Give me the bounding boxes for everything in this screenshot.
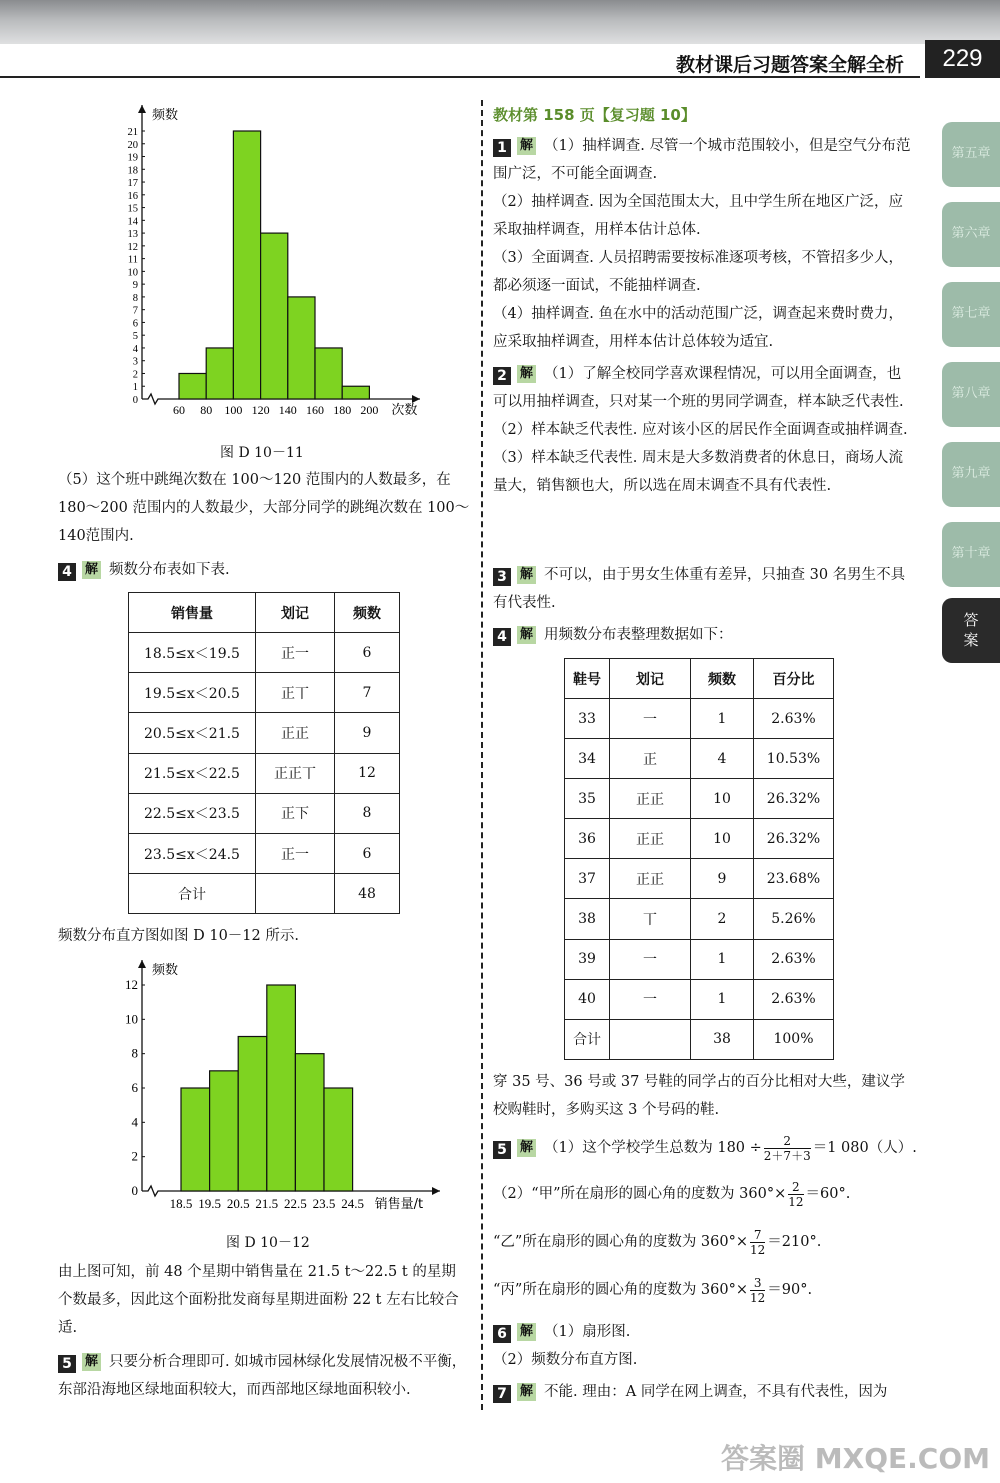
y-tick-label: 2: [131, 1148, 138, 1164]
question-text: 只要分析合理即可. 如城市园林绿化发展情况极不平衡，东部沿海地区绿地面积较大，而西部地区绿地面积较小.: [58, 1354, 467, 1398]
answer-4-intro: 用频数分布表整理数据如下：: [544, 627, 733, 643]
question-5-left: [58, 1348, 470, 1404]
answer-3: 不可以，由于男女生体重有差异，只抽查 30 名男生不具有代表性.: [493, 567, 906, 611]
x-tick-label: 24.5: [341, 1196, 364, 1211]
solution-badge: 解: [517, 137, 536, 155]
y-tick-label: 2: [132, 369, 138, 381]
y-axis-label: 频数: [152, 108, 179, 123]
question-4-left: [58, 556, 470, 584]
table-cell: 10: [691, 779, 754, 819]
table-cell: 18.5≤x＜19.5: [129, 633, 256, 673]
table-cell: 34: [565, 739, 610, 779]
table-cell: 10: [691, 819, 754, 859]
fraction: [750, 1228, 765, 1257]
fraction-numerator: 3: [750, 1276, 765, 1291]
table-cell: 26.32%: [754, 779, 834, 819]
side-tab-answers[interactable]: 答 案: [942, 598, 1000, 663]
x-tick-label: 120: [251, 403, 270, 417]
table-cell: 10.53%: [754, 739, 834, 779]
table-cell: 20.5≤x＜21.5: [129, 713, 256, 753]
side-tab-ch5[interactable]: 第五章: [942, 122, 1000, 187]
table-cell: 22.5≤x＜23.5: [129, 793, 256, 833]
table-cell: 100%: [754, 1019, 834, 1059]
section-title: 教材第 158 页【复习题 10】: [493, 106, 696, 124]
question-number: 5: [58, 1355, 76, 1373]
x-axis-label: 次数: [391, 403, 418, 418]
table-cell: 4: [691, 739, 754, 779]
y-tick-label: 17: [127, 178, 138, 190]
side-tab-ch7[interactable]: 第七章: [942, 282, 1000, 347]
answer-1-part-4: （4）抽样调查. 鱼在水中的活动范围广泛，调查起来费时费力，应采取抽样调查，用样本估计总体较为适宜.: [493, 306, 903, 350]
review-question-3: [493, 561, 913, 617]
solution-badge: 解: [517, 1323, 536, 1341]
table-row: [565, 979, 834, 1019]
x-tick-label: 19.5: [198, 1196, 221, 1211]
top-band: [0, 0, 1000, 44]
question-number: 6: [493, 1325, 511, 1343]
y-tick-label: 9: [132, 280, 138, 292]
table-cell: 38: [565, 899, 610, 939]
table-cell: 35: [565, 779, 610, 819]
solution-badge: 解: [517, 626, 536, 644]
solution-badge: 解: [82, 1353, 101, 1371]
y-tick-label: 16: [127, 190, 138, 202]
formula-text: ＝210°.: [767, 1234, 822, 1250]
table-row: [129, 793, 400, 833]
answer-1-part-2: （2）抽样调查. 因为全国范围太大，且中学生所在地区广泛，应采取抽样调查，用样本估计总体.: [493, 194, 903, 238]
x-tick-label: 20.5: [226, 1196, 250, 1211]
table-cell: 37: [565, 859, 610, 899]
y-tick-label: 1: [132, 382, 138, 394]
table-cell: 正下: [256, 793, 335, 833]
table-cell: 7: [335, 673, 400, 713]
table-row: [565, 1019, 834, 1059]
table-row: [565, 939, 834, 979]
page-number: 229: [925, 40, 1000, 78]
table-cell: 正正: [610, 859, 691, 899]
table-cell: 36: [565, 819, 610, 859]
table-cell: 正正: [610, 819, 691, 859]
x-tick-label: 22.5: [284, 1196, 307, 1211]
question-number: 7: [493, 1385, 511, 1403]
side-tab-ch6[interactable]: 第六章: [942, 202, 1000, 267]
formula-text: “丙”所在扇形的圆心角的度数为 360°×: [493, 1282, 749, 1298]
table-row: [129, 673, 400, 713]
question-number: 1: [493, 139, 511, 157]
table-cell: 1: [691, 939, 754, 979]
question-number: 2: [493, 367, 511, 385]
histogram-intro: 频数分布直方图如图 D 10－12 所示.: [58, 928, 299, 944]
answer-1-part-3: （3）全面调查. 人员招聘需要按标准逐项考核，不管招多少人，都必须逐一面试，不能抽样调查.: [493, 250, 903, 294]
table-header: 划记: [610, 659, 691, 699]
histogram-bar: [261, 233, 288, 399]
table-cell: 8: [335, 793, 400, 833]
table-row: [565, 699, 834, 739]
y-tick-label: 12: [125, 977, 138, 992]
table-cell: 一: [610, 979, 691, 1019]
fraction-numerator: 7: [750, 1228, 765, 1243]
y-tick-label: 12: [127, 241, 138, 253]
y-tick-label: 5: [132, 331, 138, 343]
table-cell: 23.68%: [754, 859, 834, 899]
sales-frequency-table: [128, 592, 400, 914]
y-tick-label: 18: [127, 165, 138, 177]
table-cell: 6: [335, 833, 400, 873]
solution-badge: 解: [82, 561, 101, 579]
formula-text: ＝60°.: [805, 1186, 851, 1202]
histogram-d10-12: [110, 955, 445, 1215]
x-axis-arrow: [432, 1187, 440, 1195]
table-row: [565, 819, 834, 859]
x-tick-label: 100: [224, 403, 243, 417]
table-cell: 正正丅: [256, 753, 335, 793]
table-cell: 48: [335, 874, 400, 914]
table-cell: [256, 874, 335, 914]
question-text: 频数分布表如下表.: [109, 562, 230, 578]
answer-2-part-2: （2）样本缺乏代表性. 应对该小区的居民作全面调查或抽样调查.: [493, 422, 908, 438]
table-cell: 2.63%: [754, 939, 834, 979]
table-row: [129, 833, 400, 873]
histogram-bar: [315, 348, 342, 399]
histogram-bar: [295, 1054, 324, 1191]
y-tick-label: 14: [127, 216, 138, 228]
table-cell: 正一: [256, 633, 335, 673]
y-tick-label: 20: [127, 139, 138, 151]
table-cell: 9: [335, 713, 400, 753]
table-row: [129, 713, 400, 753]
histogram-bar: [233, 131, 260, 399]
x-tick-label: 140: [278, 403, 297, 417]
x-tick-label: 60: [173, 403, 185, 417]
table-header-row: [565, 659, 834, 699]
y-tick-label: 6: [132, 318, 138, 330]
x-axis-arrow: [412, 395, 420, 403]
x-tick-label: 80: [200, 403, 213, 417]
fraction: [750, 1276, 765, 1305]
x-tick-label: 160: [306, 403, 324, 417]
question-number: 4: [493, 628, 511, 646]
answer-part-5: （5）这个班中跳绳次数在 100～120 范围内的人数最多，在 180～200 范围内的人数最少，大部分同学的跳绳次数在 100～140范围内.: [58, 472, 470, 544]
solution-badge: 解: [517, 365, 536, 383]
fraction-denominator: 12: [750, 1242, 766, 1257]
table-cell: 23.5≤x＜24.5: [129, 833, 256, 873]
y-tick-label: 7: [132, 305, 138, 317]
y-tick-label: 3: [132, 356, 138, 368]
fraction-denominator: 12: [750, 1290, 766, 1305]
fraction-denominator: 12: [788, 1194, 804, 1209]
figure-caption-d10-12: 图 D 10－12: [226, 1235, 310, 1251]
table-cell: 一: [610, 699, 691, 739]
answer-6-part-1: （1）扇形图.: [544, 1324, 631, 1340]
y-tick-label: 19: [127, 152, 138, 164]
table-cell: 2.63%: [754, 979, 834, 1019]
fraction-denominator: 2＋7＋3: [763, 1148, 811, 1163]
y-axis-label: 频数: [152, 963, 179, 978]
histogram-bar: [206, 348, 233, 399]
question-number: 3: [493, 568, 511, 586]
histogram-d10-11: [110, 100, 440, 425]
table-cell: 26.32%: [754, 819, 834, 859]
table-cell: 6: [335, 633, 400, 673]
review-question-4: [493, 621, 913, 649]
histogram-bar: [238, 1037, 267, 1192]
solution-badge: 解: [517, 566, 536, 584]
table-cell: 正一: [256, 833, 335, 873]
answer-4-conclusion: 穿 35 号、36 号或 37 号鞋的同学占的百分比相对大些，建议学校购鞋时，多购买这 3 个号码的鞋.: [493, 1074, 905, 1118]
y-tick-label: 4: [131, 1114, 138, 1130]
answer-2-part-3: （3）样本缺乏代表性. 周末是大多数消费者的休息日，商场人流量大，销售额也大，所以选在周末调查不具有代表性.: [493, 450, 903, 494]
table-cell: 9: [691, 859, 754, 899]
histogram-bar: [267, 985, 296, 1191]
table-header: 鞋号: [565, 659, 610, 699]
histogram-bar: [179, 373, 206, 399]
y-tick-label: 11: [127, 254, 138, 266]
table-cell: 合计: [129, 874, 256, 914]
table-row: [129, 874, 400, 914]
table-cell: 合计: [565, 1019, 610, 1059]
y-tick-label: 0: [131, 1183, 138, 1198]
y-tick-label: 15: [127, 203, 138, 215]
y-tick-label: 21: [127, 127, 138, 138]
table-cell: 39: [565, 939, 610, 979]
review-question-5: [493, 1130, 923, 1316]
table-cell: 1: [691, 699, 754, 739]
solution-badge: 解: [517, 1383, 536, 1401]
y-tick-label: 6: [131, 1080, 138, 1095]
formula-text: （2）“甲”所在扇形的圆心角的度数为 360°×: [493, 1186, 787, 1202]
side-tab-ch8[interactable]: 第八章: [942, 362, 1000, 427]
header-rule: [0, 76, 920, 78]
table-cell: 正: [610, 739, 691, 779]
table-row: [129, 633, 400, 673]
histogram-bar: [324, 1088, 353, 1191]
answer-7: 不能. 理由：A 同学在网上调查，不具有代表性，因为: [544, 1384, 888, 1400]
table-cell: 1: [691, 979, 754, 1019]
figure-caption-d10-11: 图 D 10－11: [220, 445, 304, 461]
table-cell: 19.5≤x＜20.5: [129, 673, 256, 713]
table-cell: 21.5≤x＜22.5: [129, 753, 256, 793]
table-row: [565, 739, 834, 779]
answer-1-part-1: （1）抽样调查. 尽管一个城市范围较小，但是空气分布范围广泛，不可能全面调查.: [493, 138, 911, 182]
shoe-size-frequency-table: [564, 658, 834, 1060]
table-header: 频数: [691, 659, 754, 699]
answer-6-part-2: （2）频数分布直方图.: [493, 1352, 638, 1368]
y-tick-label: 4: [132, 343, 138, 355]
x-tick-label: 21.5: [255, 1196, 279, 1211]
column-divider: [481, 100, 483, 1410]
y-tick-label: 10: [127, 267, 138, 279]
table-row: [565, 779, 834, 819]
histogram-bar: [210, 1071, 239, 1191]
fraction: [764, 1134, 811, 1163]
watermark-logo: 答案圈 MXQE.COM: [721, 1442, 990, 1475]
histogram-conclusion: 由上图可知，前 48 个星期中销售量在 21.5 t～22.5 t 的星期个数最多，因此这个面粉批发商每星期进面粉 22 t 左右比较合适.: [58, 1264, 459, 1336]
y-axis-arrow: [138, 105, 146, 113]
table-row: [129, 753, 400, 793]
answer-2-part-1: （1）了解全校同学喜欢课程情况，可以用全面调查，也可以用抽样调查，只对某一个班的男同学调查，样本缺乏代表性.: [493, 366, 904, 410]
table-cell: 38: [691, 1019, 754, 1059]
question-number: 5: [493, 1141, 511, 1159]
question-number: 4: [58, 563, 76, 581]
formula-text: ＝1 080（人）.: [812, 1140, 917, 1156]
table-header: 销售量: [129, 593, 256, 633]
y-tick-label: 10: [125, 1011, 138, 1027]
table-cell: 正丅: [256, 673, 335, 713]
fraction: [788, 1180, 803, 1209]
table-header: 划记: [256, 593, 335, 633]
histogram-bar: [181, 1088, 210, 1191]
table-cell: 一: [610, 939, 691, 979]
table-header: 百分比: [754, 659, 834, 699]
fraction-numerator: 2: [788, 1180, 803, 1195]
header-title: 教材课后习题答案全解全析: [675, 54, 904, 76]
histogram-bar: [288, 297, 315, 399]
review-question-6: [493, 1318, 913, 1374]
side-tab-ch10[interactable]: 第十章: [942, 522, 1000, 587]
x-axis-label: 销售量/t: [374, 1197, 424, 1212]
table-cell: 2: [691, 899, 754, 939]
y-tick-label: 8: [132, 292, 138, 304]
table-cell: 丅: [610, 899, 691, 939]
solution-badge: 解: [517, 1139, 536, 1157]
table-header: 频数: [335, 593, 400, 633]
review-question-1: [493, 132, 913, 356]
y-tick-label: 0: [132, 395, 138, 406]
formula-text: （1）这个学校学生总数为 180 ÷: [544, 1140, 762, 1156]
table-cell: 33: [565, 699, 610, 739]
formula-text: ＝90°.: [767, 1282, 813, 1298]
histogram-bar: [342, 386, 369, 399]
table-cell: 正正: [256, 713, 335, 753]
review-question-2: [493, 360, 913, 500]
side-tab-ch9[interactable]: 第九章: [942, 442, 1000, 507]
review-question-7: [493, 1378, 923, 1406]
x-tick-label: 23.5: [312, 1196, 336, 1211]
formula-text: “乙”所在扇形的圆心角的度数为 360°×: [493, 1234, 749, 1250]
fraction-numerator: 2: [764, 1134, 811, 1149]
table-cell: 2.63%: [754, 699, 834, 739]
y-tick-label: 8: [131, 1045, 138, 1061]
table-header-row: [129, 593, 400, 633]
y-tick-label: 13: [127, 229, 138, 241]
x-tick-label: 18.5: [169, 1196, 193, 1211]
table-cell: 12: [335, 753, 400, 793]
table-row: [565, 899, 834, 939]
table-row: [565, 859, 834, 899]
x-tick-label: 180: [333, 403, 352, 417]
table-cell: [610, 1019, 691, 1059]
table-cell: 5.26%: [754, 899, 834, 939]
y-axis-arrow: [138, 960, 146, 968]
x-tick-label: 200: [360, 403, 379, 417]
table-cell: 正正: [610, 779, 691, 819]
table-cell: 40: [565, 979, 610, 1019]
